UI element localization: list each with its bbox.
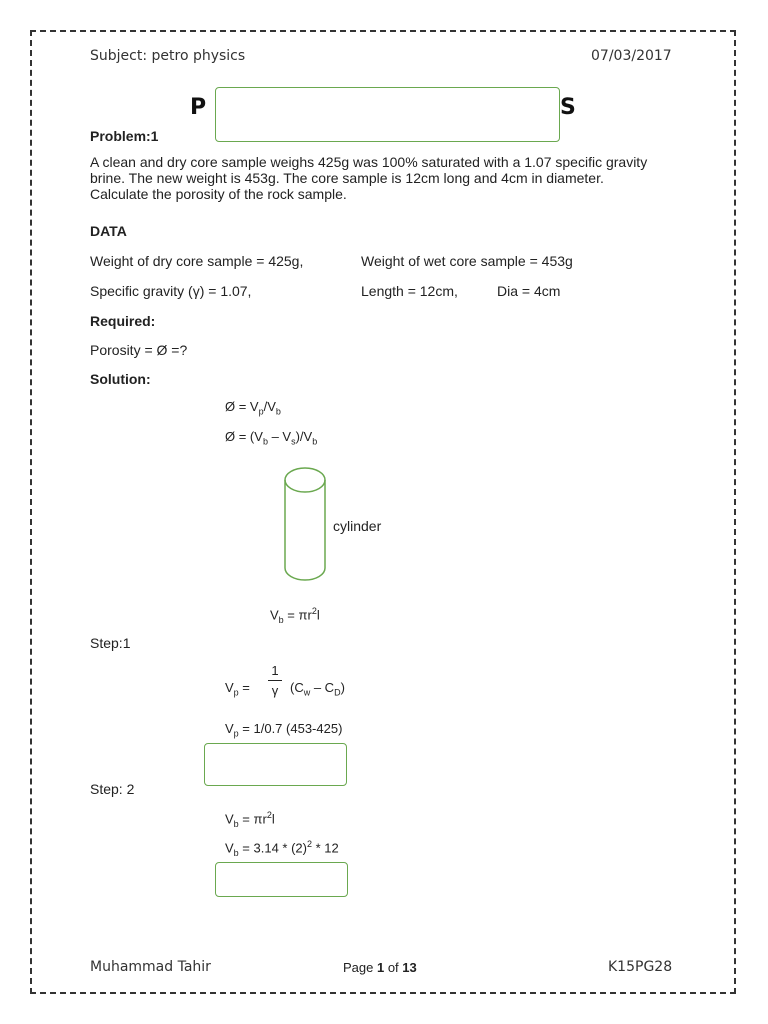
data-heading: DATA [90, 223, 127, 239]
step1-label: Step:1 [90, 635, 131, 651]
pore-volume-calc: $V_p = 1/0.7$ (453-425) [225, 721, 343, 739]
fraction-denominator: γ [271, 683, 279, 698]
wet-weight-text: Weight of wet core sample = 453g [361, 253, 573, 269]
specific-gravity-text: Specific gravity (γ) = 1.07, [90, 283, 252, 299]
pore-volume-rhs: $(C_w - C_D)$ [290, 680, 345, 698]
problem-text: A clean and dry core sample weighs 425g was 100% saturated with a 1.07 specific gravity brine. The new weight is 453g. The core sample is 12cm long and 4cm in diameter. Calculate the porosity of the rock sample. [90, 154, 648, 202]
dry-weight-text: Weight of dry core sample = 425g, [90, 253, 304, 269]
bulk-volume-eq2: $V_b = 3.14 * (2)^2 * 12$ [225, 839, 339, 858]
title-right-fragment: S [560, 95, 576, 120]
footer-author: Muhammad Tahir [90, 959, 211, 975]
problem-heading: Problem:1 [90, 128, 159, 144]
fraction-bar [268, 680, 282, 681]
cylinder-label: cylinder [333, 518, 382, 534]
footer-code: K15PG28 [608, 959, 673, 975]
solution-heading: Solution: [90, 371, 151, 387]
pore-volume-answer-box [204, 743, 347, 786]
footer-page-number: Page 1 of 13 [343, 960, 417, 975]
bulk-volume-eq1: $V_b = \pi r^2l$ [225, 810, 275, 829]
porosity-text: Porosity = Ø =? [90, 342, 188, 358]
title-left-fragment: P [190, 95, 207, 120]
bulk-volume-answer-box [215, 862, 348, 897]
fraction-numerator: 1 [271, 663, 279, 678]
step2-label: Step: 2 [90, 781, 135, 797]
pore-volume-lhs: $V_p$ = [225, 680, 250, 698]
cylinder-diagram [280, 462, 332, 586]
required-heading: Required: [90, 313, 156, 329]
dia-text: Dia = 4cm [497, 283, 561, 299]
date-header: 07/03/2017 [591, 48, 672, 64]
porosity-equation-1: Ø = $V_p/V_b$ [225, 399, 281, 417]
subject-header: Subject: petro physics [90, 48, 246, 64]
length-text: Length = 12cm, [361, 283, 458, 299]
title-redaction-box [215, 87, 560, 142]
bulk-volume-formula: $V_b = \pi r^2l$ [270, 606, 320, 625]
porosity-equation-2: Ø = $(V_b - V_s)/V_b$ [225, 429, 318, 447]
